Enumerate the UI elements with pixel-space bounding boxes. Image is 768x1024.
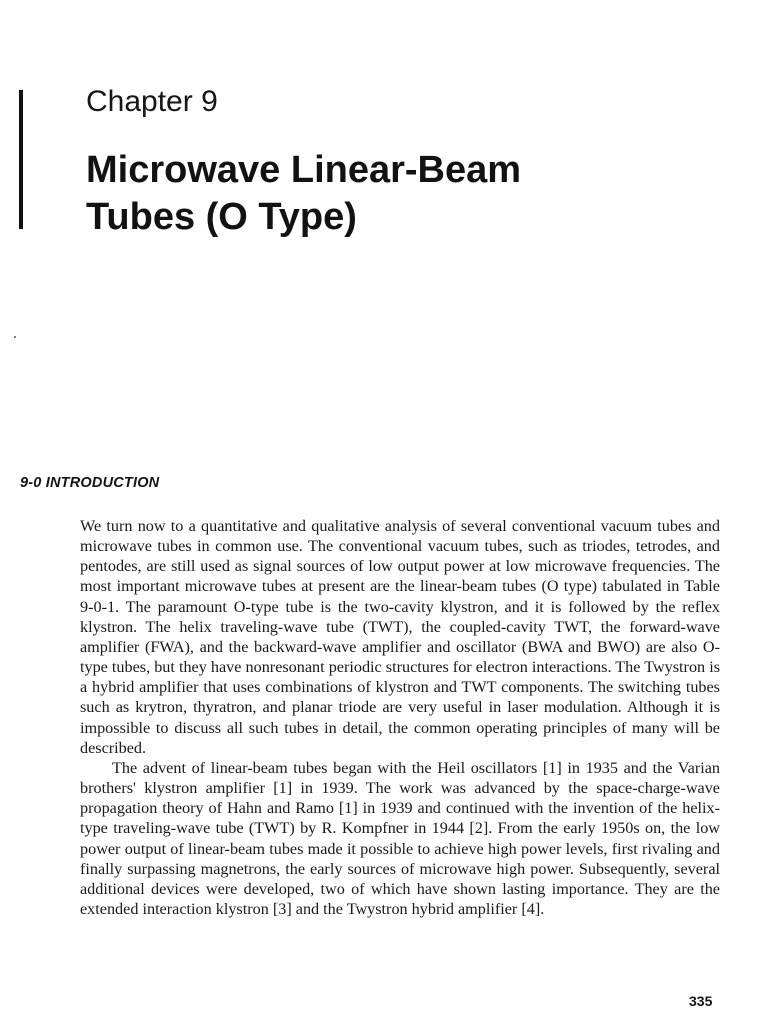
section-heading: 9-0 INTRODUCTION [20,475,160,491]
chapter-label: Chapter 9 [86,85,218,118]
paragraph-2: The advent of linear-beam tubes began with the Heil oscillators [1] in 1935 and the Varian brothers' klystron amplifier [1] in 1939. The work was advanced by the space-charge-wave propagation theory of Hahn and Ramo [1] in 1939 and continued with the invention of the helix-type traveling-wave tube (TWT) by R. Kompfner in 1944 [2]. From the early 1950s on, the low power output of linear-beam tubes made it possible to achieve high power levels, first rivaling and finally surpassing magnetrons, the early sources of microwave high power. Subsequently, several additional devices were developed, two of which have shown lasting importance. They are the extended interaction klystron [3] and the Twystron hybrid amplifier [4]. [80,758,720,918]
scan-speck [14,336,16,338]
paragraph-1: We turn now to a quantitative and qualitative analysis of several conventional vacuum tubes and microwave tubes in common use. The conventional vacuum tubes, such as triodes, tetrodes, and pentodes, are still used as signal sources of low output power at low microwave frequencies. The most important microwave tubes at present are the linear-beam tubes (O type) tabulated in Table 9-0-1. The paramount O-type tube is the two-cavity klystron, and it is followed by the reflex klystron. The helix traveling-wave tube (TWT), the coupled-cavity TWT, the forward-wave amplifier (FWA), and the backward-wave amplifier and oscillator (BWA and BWO) are also O-type tubes, but they have nonresonant periodic structures for electron interactions. The Twystron is a hybrid amplifier that uses combinations of klystron and TWT components. The switching tubes such as krytron, thyratron, and planar triode are very useful in laser modulation. Although it is impossible to discuss all such tubes in detail, the common operating principles of many will be described. [80,517,720,757]
chapter-title-line-1: Microwave Linear-Beam [86,149,522,191]
page-number: 335 [689,993,713,1009]
chapter-title-line-2: Tubes (O Type) [86,196,357,238]
chapter-margin-bar [19,90,23,229]
chapter-title [86,147,521,241]
body-text [80,516,720,919]
